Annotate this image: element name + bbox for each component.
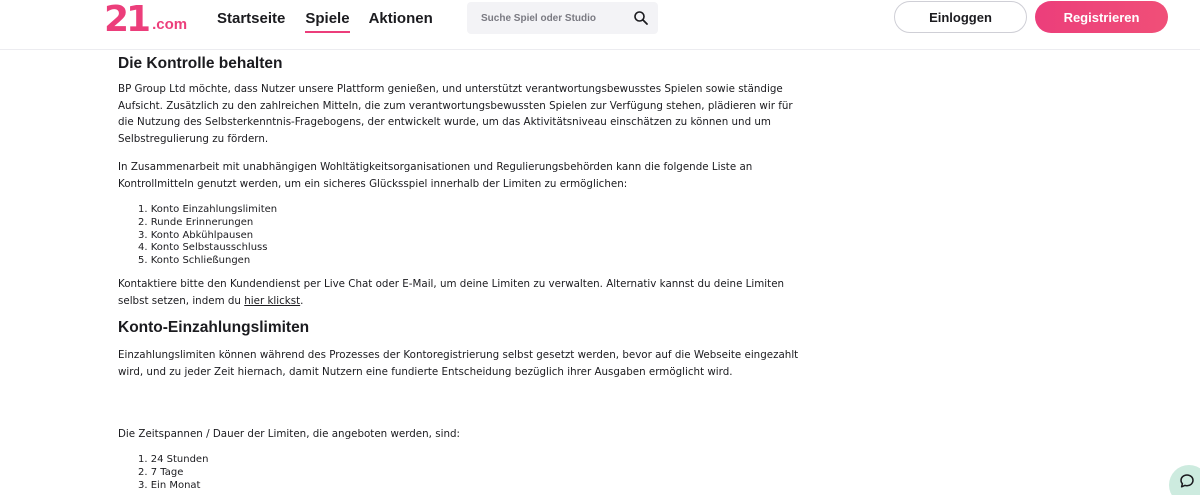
duration-list <box>138 454 208 492</box>
paragraph-kontakt <box>118 276 808 309</box>
logo-mark: 21 <box>104 0 149 40</box>
chat-button[interactable] <box>1169 465 1200 495</box>
list-item: 3. Konto Abkühlpausen <box>138 229 254 241</box>
paragraph-zeitspannen: Die Zeitspannen / Dauer der Limiten, die angeboten werden, sind: <box>118 428 460 440</box>
list-item: 2. Runde Erinnerungen <box>138 216 254 228</box>
kontakt-end: . <box>300 294 304 307</box>
list-item: 5. Konto Schließungen <box>138 255 251 267</box>
heading-kontrolle: Die Kontrolle behalten <box>118 55 283 72</box>
nav-spiele[interactable]: Spiele <box>305 10 349 33</box>
nav-aktionen[interactable]: Aktionen <box>368 10 433 27</box>
list-item: 1. 24 Stunden <box>138 454 209 465</box>
paragraph-intro: BP Group Ltd möchte, dass Nutzer unsere Plattform genießen, und unterstützt verantwortungsbewusstes Spielen sowie ständige Aufsicht. Zusätzlich zu den zahlreichen Mitteln, die zum verantwortungsbewussten Spielen zur Verfügung stehen, plädieren wir für die Nutzung des Selbsterkenntnis-Fragebogens, der entwickelt wurde, um das Aktivitätsniveau einschätzen zu können und um Selbstregulierung zu fördern. <box>118 83 793 145</box>
kontakt-text: Kontaktiere bitte den Kundendienst per Live Chat oder E-Mail, um deine Limiten zu verwalten. Alternativ kannst du deine Limiten selbst setzen, indem du <box>118 278 785 307</box>
logo-suffix: .com <box>152 16 188 33</box>
search-icon[interactable] <box>633 10 649 26</box>
search-box <box>467 2 658 34</box>
main-nav <box>217 10 433 33</box>
paragraph-liste: In Zusammenarbeit mit unabhängigen Wohltätigkeitsorganisationen und Regulierungsbehörden kann die folgende Liste an Kontrollmitteln genutzt werden, um ein sicheres Glücksspiel innerhalb der Limiten zu ermöglichen: <box>118 161 753 190</box>
list-item: 2. 7 Tage <box>138 466 184 478</box>
heading-einzahlungslimiten: Konto-Einzahlungslimiten <box>118 319 310 336</box>
chat-icon <box>1179 473 1195 489</box>
hier-klickst-link[interactable]: hier klickst <box>244 294 301 307</box>
control-list <box>138 204 277 268</box>
login-button[interactable]: Einloggen <box>894 1 1027 33</box>
list-item: 1. Konto Einzahlungslimiten <box>138 204 278 215</box>
nav-startseite[interactable]: Startseite <box>217 10 286 27</box>
search-input[interactable] <box>481 13 631 24</box>
site-logo[interactable] <box>104 2 187 38</box>
list-item: 4. Konto Selbstausschluss <box>138 242 268 254</box>
paragraph-einzahlung: Einzahlungslimiten können während des Prozesses der Kontoregistrierung selbst gesetzt werden, bevor auf die Webseite eingezahlt wird, und zu jeder Zeit hiernach, damit Nutzern eine fundierte Entscheidung bezüglich ihrer Ausgaben ermöglicht wird. <box>118 349 799 378</box>
register-button[interactable]: Registrieren <box>1035 1 1168 33</box>
top-header <box>0 0 1200 50</box>
list-item: 3. Ein Monat <box>138 479 201 491</box>
